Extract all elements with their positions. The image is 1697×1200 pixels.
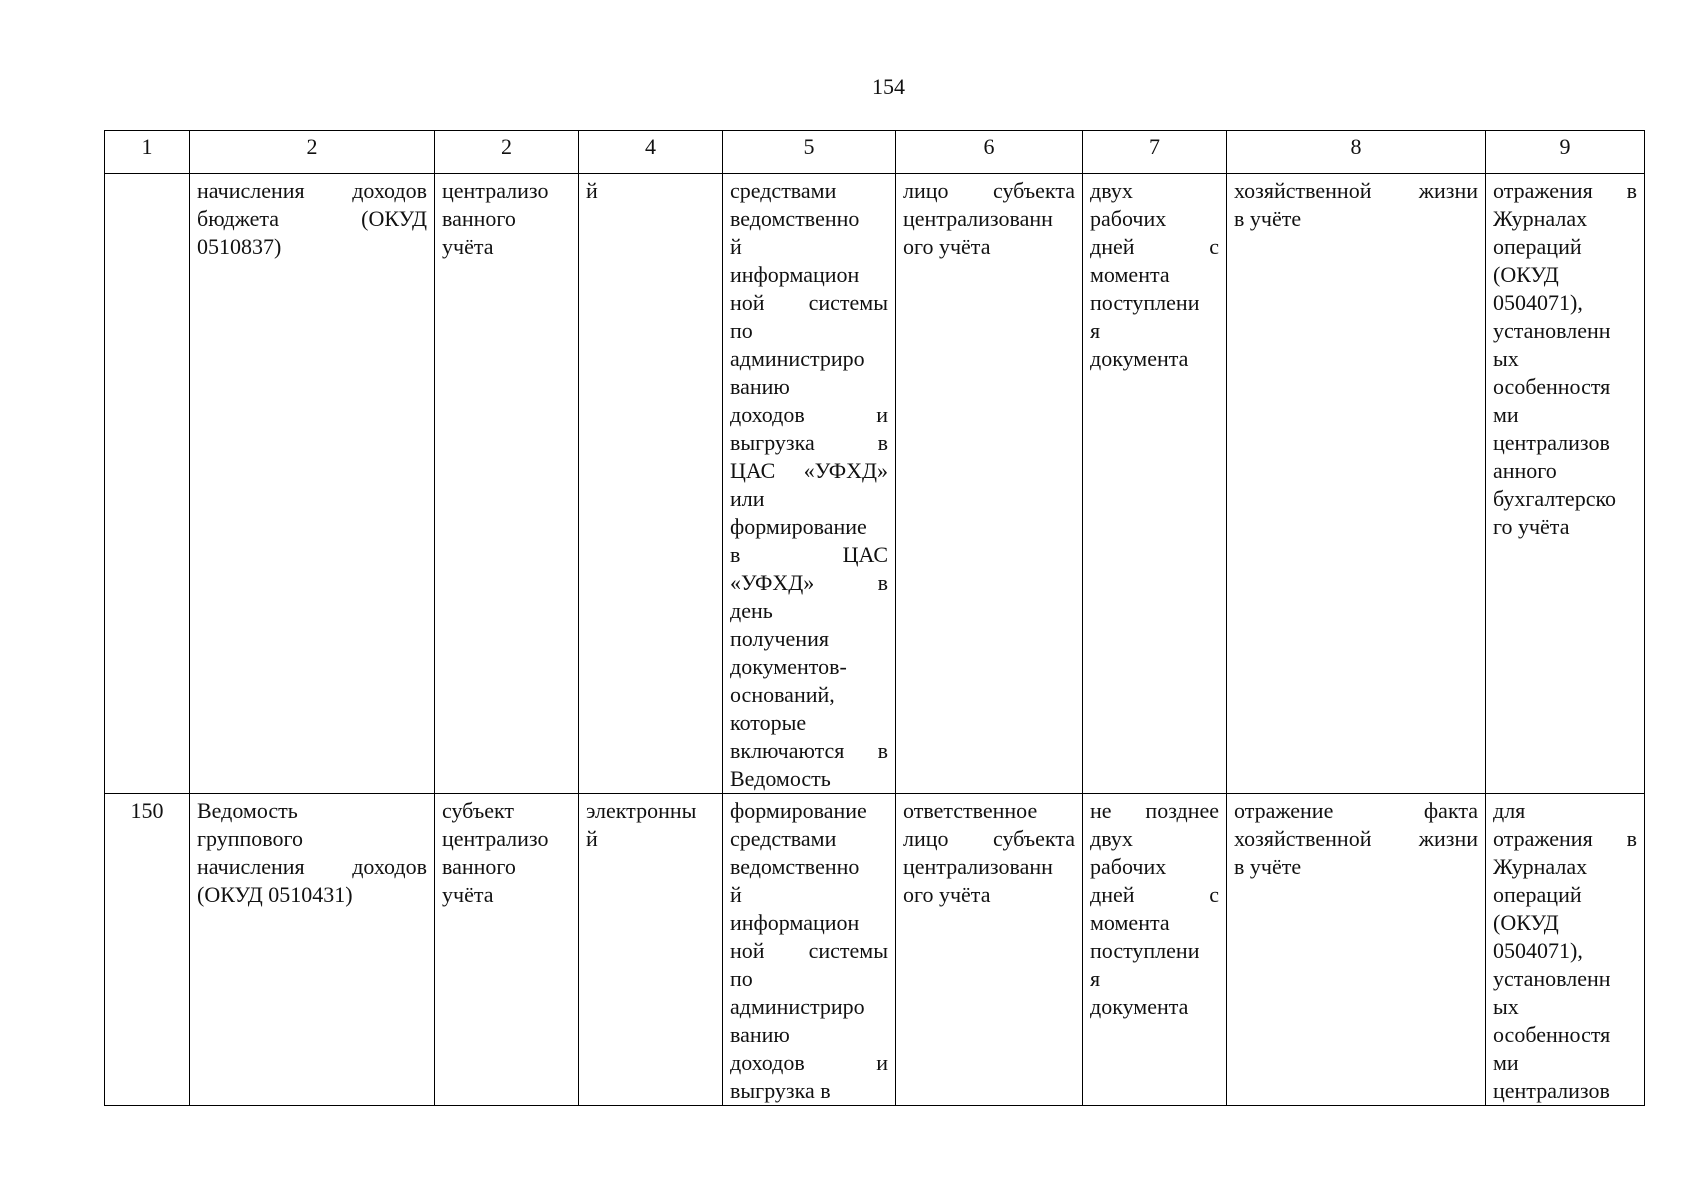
cell-text-line: Ведомость xyxy=(197,798,298,823)
cell-text-line: ванного xyxy=(442,854,516,879)
cell-text-line: централизо xyxy=(442,826,549,851)
cell-text-line: лицо субъекта xyxy=(903,826,1075,851)
cell-text xyxy=(586,797,715,853)
cell-text xyxy=(197,177,427,261)
cell-text-line: ной системы xyxy=(730,938,888,963)
cell-text-line: которые xyxy=(730,710,807,735)
cell-text-line: поступлени xyxy=(1090,938,1200,963)
cell-text-line: средствами xyxy=(730,178,837,203)
cell-text-line: (ОКУД xyxy=(1493,262,1559,287)
cell-text xyxy=(1090,177,1219,373)
row-number-cell xyxy=(105,174,190,794)
cell-text-line: оснований, xyxy=(730,682,835,707)
cell-text-line: ых xyxy=(1493,994,1519,1019)
cell-text-line: по xyxy=(730,318,753,343)
cell-text xyxy=(1493,177,1637,541)
cell-text-line: начисления доходов xyxy=(197,178,427,203)
row-number-cell: 150 xyxy=(105,794,190,1106)
cell-text-line: группового xyxy=(197,826,303,851)
cell-text xyxy=(586,177,715,205)
cell-text-line: ной системы xyxy=(730,290,888,315)
cell-text-line: ванию xyxy=(730,374,790,399)
table-row xyxy=(105,174,1645,794)
cell-text-line: ого учёта xyxy=(903,882,991,907)
cell-text xyxy=(1234,797,1478,881)
cell-text-line: (ОКУД 0510431) xyxy=(197,882,353,907)
cell-text-line: для xyxy=(1493,798,1526,823)
cell-text-line: документа xyxy=(1090,346,1189,371)
cell-text-line: ведомственно xyxy=(730,206,860,231)
table-row xyxy=(105,794,1645,1106)
cell-text-line: я xyxy=(1090,966,1101,991)
cell-text-line: ых xyxy=(1493,346,1519,371)
cell-text-line: особенностя xyxy=(1493,374,1611,399)
cell-text-line: отражения в xyxy=(1493,826,1637,851)
cell-text-line: двух xyxy=(1090,826,1133,851)
cell-text-line: ми xyxy=(1493,1050,1519,1075)
cell-text xyxy=(1493,797,1637,1105)
cell-text-line: установленн xyxy=(1493,318,1611,343)
cell-text-line: электронны xyxy=(586,798,697,823)
responsible-person-cell xyxy=(896,174,1083,794)
cell-text-line: дней с xyxy=(1090,234,1219,259)
cell-text-line: ванию xyxy=(730,1022,790,1047)
cell-text-line: информацион xyxy=(730,262,860,287)
cell-text-line: особенностя xyxy=(1493,1022,1611,1047)
cell-text xyxy=(1234,177,1478,233)
cell-text-line: получения xyxy=(730,626,829,651)
formation-method-cell xyxy=(723,174,896,794)
cell-text-line: ого учёта xyxy=(903,234,991,259)
cell-text-line: документа xyxy=(1090,994,1189,1019)
usage-cell xyxy=(1486,794,1645,1106)
cell-text-line: доходов и xyxy=(730,402,888,427)
cell-text-line: включаются в xyxy=(730,738,888,763)
cell-text-line: «УФХД» в xyxy=(730,570,888,595)
cell-text-line: отражение факта xyxy=(1234,798,1478,823)
cell-text-line: Ведомость xyxy=(730,766,831,791)
cell-text xyxy=(730,177,888,793)
column-number-1: 1 xyxy=(105,131,190,174)
column-number-2: 2 xyxy=(190,131,435,174)
cell-text-line: момента xyxy=(1090,262,1170,287)
cell-text xyxy=(903,177,1075,261)
column-number-3: 2 xyxy=(435,131,579,174)
cell-text-line: средствами xyxy=(730,826,837,851)
cell-text xyxy=(442,797,571,909)
creator-cell xyxy=(435,794,579,1106)
cell-text-line: й xyxy=(586,178,598,203)
cell-text-line: выгрузка в xyxy=(730,1078,831,1103)
cell-text-line: двух xyxy=(1090,178,1133,203)
cell-text-line: рабочих xyxy=(1090,854,1167,879)
cell-text xyxy=(197,797,427,909)
page-number: 154 xyxy=(872,74,905,99)
cell-text-line: хозяйственной жизни xyxy=(1234,826,1478,851)
cell-text-line: й xyxy=(730,234,742,259)
responsible-person-cell xyxy=(896,794,1083,1106)
cell-text-line: учёта xyxy=(442,882,494,907)
table-header-row xyxy=(105,131,1645,174)
purpose-cell xyxy=(1227,174,1486,794)
column-number-4: 4 xyxy=(579,131,723,174)
cell-text-line: администриро xyxy=(730,994,865,1019)
cell-text-line: по xyxy=(730,966,753,991)
cell-text-line: Журналах xyxy=(1493,854,1588,879)
cell-text-line: централизованн xyxy=(903,854,1053,879)
cell-text-line: начисления доходов xyxy=(197,854,427,879)
column-number-7: 7 xyxy=(1083,131,1227,174)
column-number-9: 9 xyxy=(1486,131,1645,174)
cell-text xyxy=(1090,797,1219,1021)
cell-text-line: ми xyxy=(1493,402,1519,427)
formation-method-cell xyxy=(723,794,896,1106)
column-number-5: 5 xyxy=(723,131,896,174)
cell-text-line: или xyxy=(730,486,765,511)
cell-text-line: учёта xyxy=(442,234,494,259)
cell-text-line: централизо xyxy=(442,178,549,203)
cell-text-line: операций xyxy=(1493,882,1582,907)
cell-text-line: лицо субъекта xyxy=(903,178,1075,203)
deadline-cell xyxy=(1083,174,1227,794)
cell-text-line: 0504071), xyxy=(1493,938,1583,963)
cell-text-line: в учёте xyxy=(1234,206,1302,231)
format-cell xyxy=(579,174,723,794)
cell-text-line: ведомственно xyxy=(730,854,860,879)
cell-text xyxy=(903,797,1075,909)
cell-text-line: я xyxy=(1090,318,1101,343)
cell-text-line: не позднее xyxy=(1090,798,1219,823)
creator-cell xyxy=(435,174,579,794)
cell-text-line: формирование xyxy=(730,798,867,823)
cell-text-line: централизов xyxy=(1493,1078,1610,1103)
cell-text-line: бухгалтерско xyxy=(1493,486,1617,511)
cell-text-line: выгрузка в xyxy=(730,430,888,455)
cell-text-line: операций xyxy=(1493,234,1582,259)
cell-text-line: доходов и xyxy=(730,1050,888,1075)
cell-text-line: 0504071), xyxy=(1493,290,1583,315)
cell-text-line: бюджета (ОКУД xyxy=(197,206,427,231)
cell-text-line: субъект xyxy=(442,798,514,823)
cell-text-line: в учёте xyxy=(1234,854,1302,879)
cell-text-line: установленн xyxy=(1493,966,1611,991)
deadline-cell xyxy=(1083,794,1227,1106)
cell-text-line: ванного xyxy=(442,206,516,231)
cell-text-line: го учёта xyxy=(1493,514,1570,539)
purpose-cell xyxy=(1227,794,1486,1106)
cell-text-line: централизованн xyxy=(903,206,1053,231)
format-cell xyxy=(579,794,723,1106)
cell-text-line: централизов xyxy=(1493,430,1610,455)
cell-text-line: й xyxy=(586,826,598,851)
cell-text-line: й xyxy=(730,882,742,907)
cell-text-line: администриро xyxy=(730,346,865,371)
cell-text xyxy=(442,177,571,261)
cell-text-line: поступлени xyxy=(1090,290,1200,315)
cell-text-line: момента xyxy=(1090,910,1170,935)
document-name-cell xyxy=(190,174,435,794)
column-number-6: 6 xyxy=(896,131,1083,174)
cell-text-line: рабочих xyxy=(1090,206,1167,231)
cell-text-line: в ЦАС xyxy=(730,542,888,567)
cell-text-line: ответственное xyxy=(903,798,1038,823)
usage-cell xyxy=(1486,174,1645,794)
cell-text-line: анного xyxy=(1493,458,1557,483)
document-name-cell xyxy=(190,794,435,1106)
cell-text-line: день xyxy=(730,598,773,623)
document-table xyxy=(104,130,1645,1106)
cell-text-line: 0510837) xyxy=(197,234,282,259)
cell-text-line: отражения в xyxy=(1493,178,1637,203)
cell-text-line: (ОКУД xyxy=(1493,910,1559,935)
column-number-8: 8 xyxy=(1227,131,1486,174)
cell-text xyxy=(730,797,888,1105)
cell-text-line: ЦАС «УФХД» xyxy=(730,458,888,483)
cell-text-line: дней с xyxy=(1090,882,1219,907)
cell-text-line: хозяйственной жизни xyxy=(1234,178,1478,203)
cell-text-line: документов- xyxy=(730,654,847,679)
cell-text-line: информацион xyxy=(730,910,860,935)
cell-text-line: формирование xyxy=(730,514,867,539)
cell-text-line: Журналах xyxy=(1493,206,1588,231)
